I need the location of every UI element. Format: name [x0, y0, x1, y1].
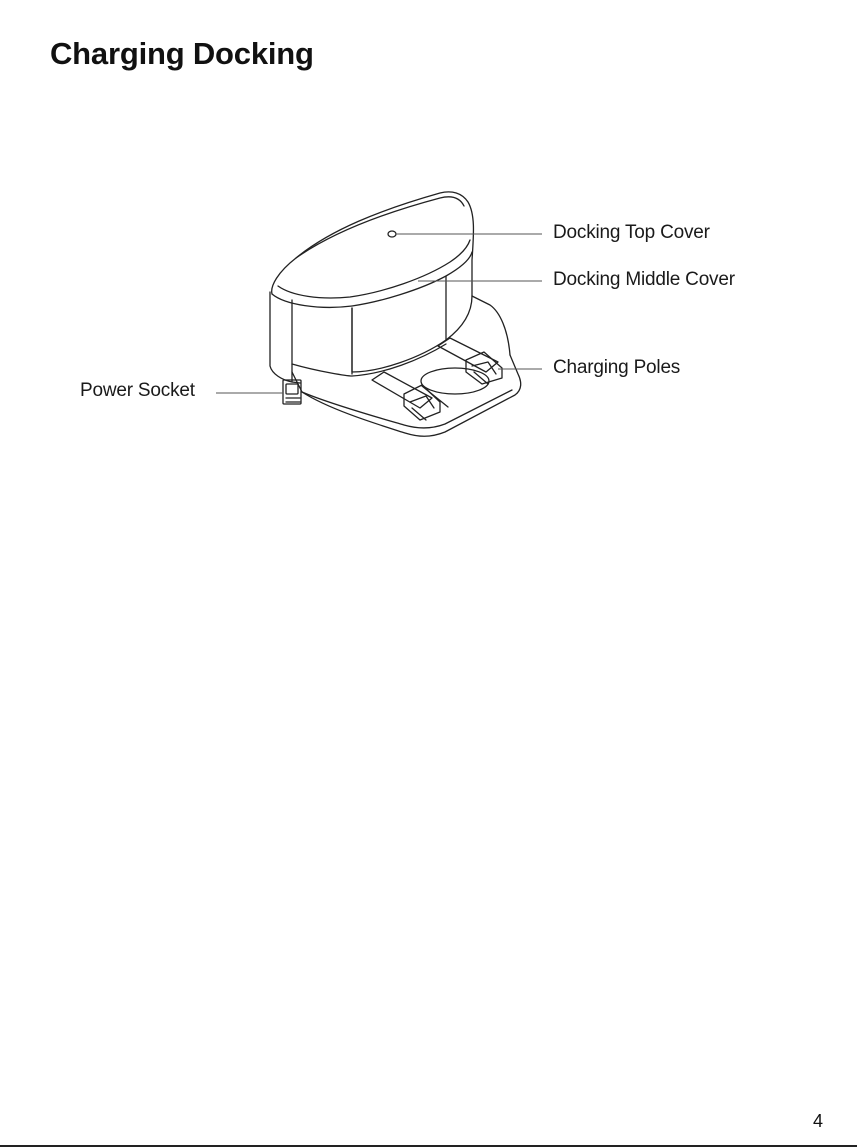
charging-pole-left [372, 372, 440, 420]
dock-top-cover-front [272, 252, 472, 307]
page-number: 4 [812, 1111, 823, 1131]
dock-rear-step [472, 296, 510, 355]
dock-top-cover-button [388, 231, 396, 237]
label-docking-top-cover: Docking Top Cover [553, 222, 710, 243]
charging-dock-illustration [0, 0, 857, 480]
label-power-socket: Power Socket [80, 380, 195, 401]
label-docking-middle-cover: Docking Middle Cover [553, 269, 735, 290]
label-charging-poles: Charging Poles [553, 357, 681, 378]
dock-base-plate [292, 355, 521, 436]
dock-top-cover-rim [278, 240, 470, 298]
dock-top-cover-outline [272, 192, 474, 296]
charging-pole-right [438, 338, 502, 384]
dock-tower-left-side [270, 292, 300, 383]
page-title: Charging Docking [50, 36, 314, 71]
dock-top-cover-ridge [296, 197, 464, 258]
